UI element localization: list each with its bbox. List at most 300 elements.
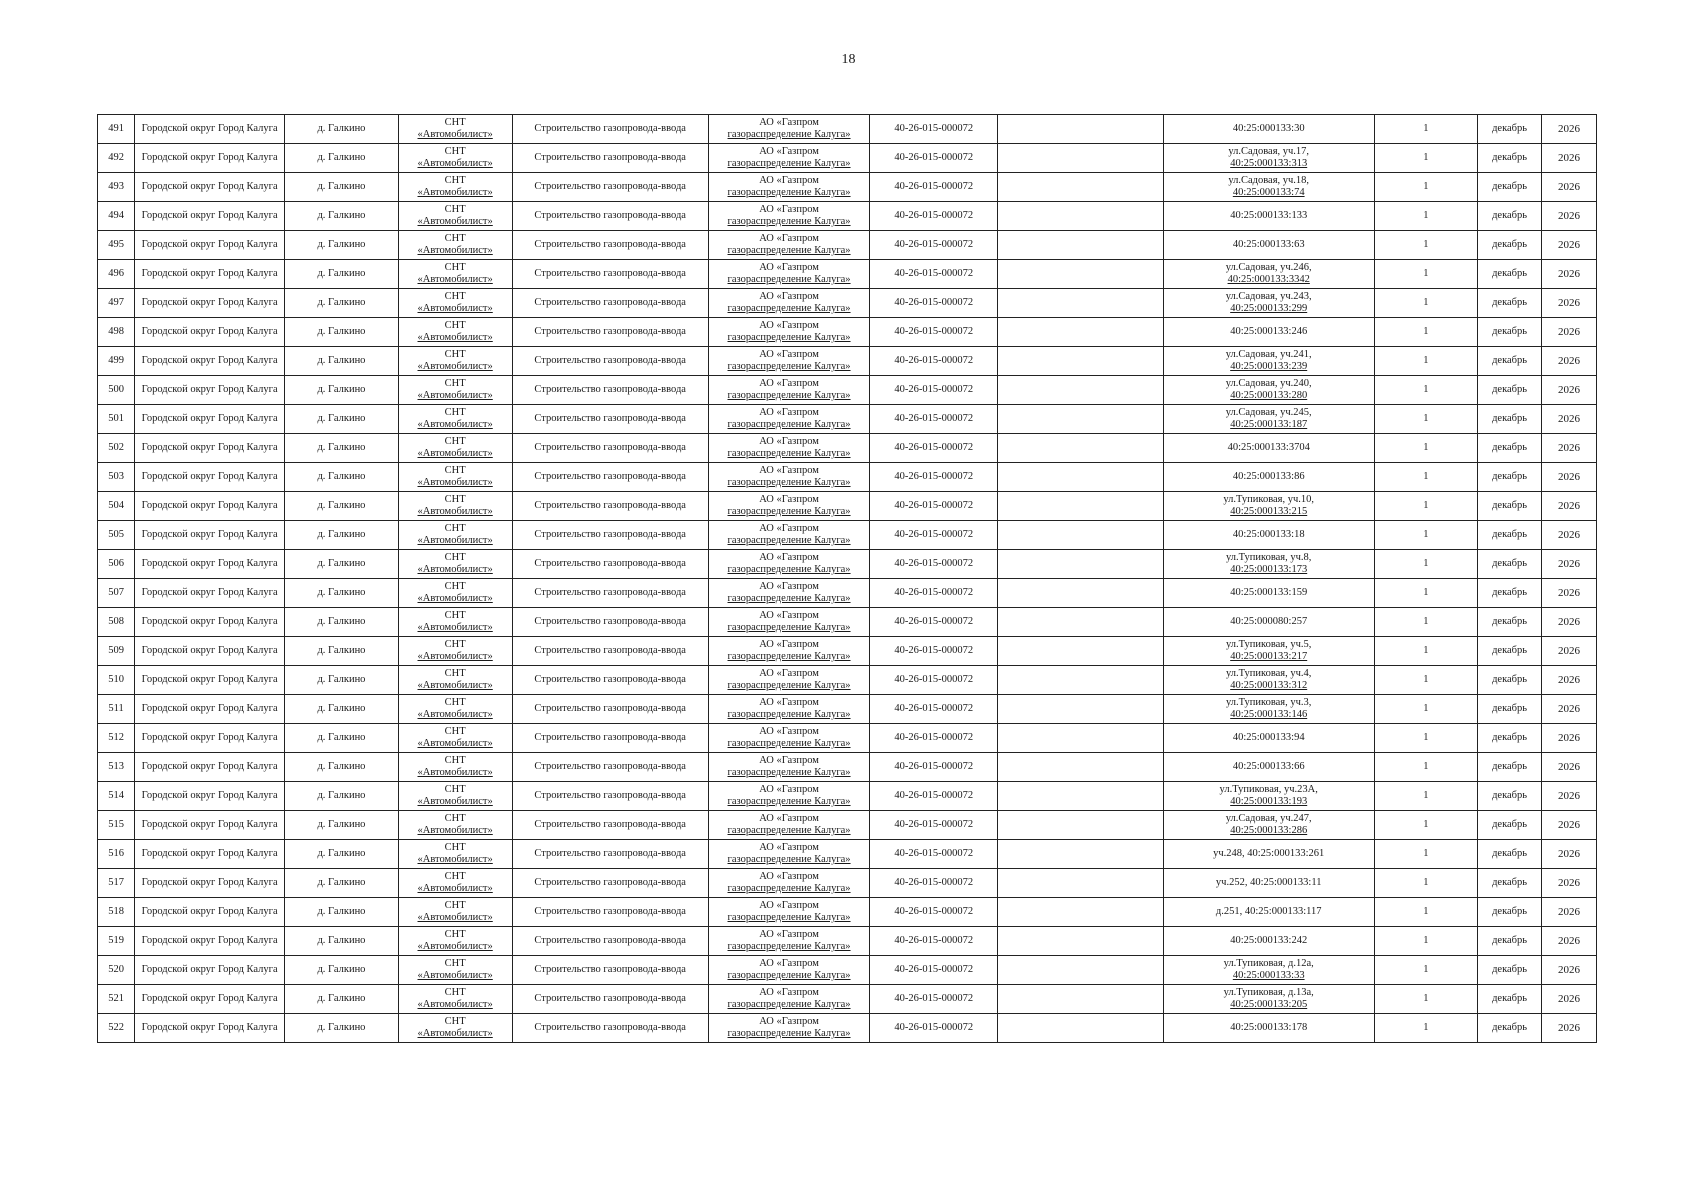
organization-cell — [708, 898, 869, 927]
program-code-cell — [870, 608, 998, 637]
quantity-value: 1 — [1423, 355, 1429, 366]
snt-label: СНТ — [444, 465, 466, 476]
village-name: д. Галкино — [317, 384, 366, 395]
snt-cell — [398, 405, 512, 434]
quantity-value: 1 — [1423, 703, 1429, 714]
work-cell — [512, 463, 708, 492]
district-cell — [135, 376, 285, 405]
year-cell — [1542, 811, 1597, 840]
row-number: 516 — [108, 848, 124, 859]
year-value: 2026 — [1558, 326, 1581, 338]
program-code-cell — [870, 666, 998, 695]
snt-label: СНТ — [444, 233, 466, 244]
organization-name-line1: АО «Газпром — [759, 784, 819, 795]
snt-label: СНТ — [444, 204, 466, 215]
work-description: Строительство газопровода-ввода — [534, 1022, 686, 1033]
district-name: Городской округ Город Калуга — [141, 558, 278, 569]
district-name: Городской округ Город Калуга — [141, 645, 278, 656]
organization-cell — [708, 811, 869, 840]
snt-label: СНТ — [444, 813, 466, 824]
village-name: д. Галкино — [317, 906, 366, 917]
district-name: Городской округ Город Калуга — [141, 1022, 278, 1033]
month-value: декабрь — [1492, 848, 1528, 859]
empty-cell — [998, 347, 1163, 376]
month-value: декабрь — [1492, 732, 1528, 743]
snt-label: СНТ — [444, 407, 466, 418]
year-cell — [1542, 376, 1597, 405]
quantity-cell — [1374, 202, 1477, 231]
month-value: декабрь — [1492, 964, 1528, 975]
year-value: 2026 — [1558, 993, 1581, 1005]
organization-name-line1: АО «Газпром — [759, 610, 819, 621]
quantity-cell — [1374, 753, 1477, 782]
empty-cell — [998, 318, 1163, 347]
empty-cell — [998, 289, 1163, 318]
organization-cell — [708, 376, 869, 405]
address-line: ул.Тупиковая, уч.3, — [1225, 697, 1312, 708]
work-cell — [512, 492, 708, 521]
year-value: 2026 — [1558, 790, 1581, 802]
cadastral-number: 40:25:000080:257 — [1230, 616, 1308, 627]
snt-label: СНТ — [444, 1016, 466, 1027]
program-code-cell — [870, 550, 998, 579]
village-cell — [285, 1014, 399, 1043]
quantity-cell — [1374, 405, 1477, 434]
snt-label: СНТ — [444, 291, 466, 302]
organization-name-line1: АО «Газпром — [759, 378, 819, 389]
district-name: Городской округ Город Калуга — [141, 413, 278, 424]
district-name: Городской округ Город Калуга — [141, 732, 278, 743]
organization-cell — [708, 782, 869, 811]
month-cell — [1478, 637, 1542, 666]
organization-name-line1: АО «Газпром — [759, 755, 819, 766]
snt-label: СНТ — [444, 320, 466, 331]
year-value: 2026 — [1558, 674, 1581, 686]
organization-name-line1: АО «Газпром — [759, 552, 819, 563]
year-cell — [1542, 463, 1597, 492]
village-cell — [285, 376, 399, 405]
snt-label: СНТ — [444, 349, 466, 360]
organization-name-line2: газораспределение Калуга» — [727, 912, 851, 923]
program-code: 40-26-015-000072 — [894, 210, 974, 221]
snt-name: «Автомобилист» — [417, 129, 493, 140]
organization-name-line1: АО «Газпром — [759, 175, 819, 186]
empty-cell — [998, 666, 1163, 695]
work-cell — [512, 1014, 708, 1043]
work-description: Строительство газопровода-ввода — [534, 732, 686, 743]
table-row — [98, 1014, 1597, 1043]
year-value: 2026 — [1558, 848, 1581, 860]
year-cell — [1542, 666, 1597, 695]
year-value: 2026 — [1558, 558, 1581, 570]
address-line: ул.Тупиковая, уч.4, — [1225, 668, 1312, 679]
village-cell — [285, 463, 399, 492]
snt-name: «Автомобилист» — [417, 535, 493, 546]
table-row — [98, 434, 1597, 463]
snt-name: «Автомобилист» — [417, 564, 493, 575]
program-code: 40-26-015-000072 — [894, 413, 974, 424]
table-row — [98, 347, 1597, 376]
snt-name: «Автомобилист» — [417, 883, 493, 894]
empty-cell — [998, 637, 1163, 666]
table-row — [98, 956, 1597, 985]
row-number: 496 — [108, 268, 124, 279]
empty-cell — [998, 724, 1163, 753]
quantity-value: 1 — [1423, 732, 1429, 743]
cadastral-number: уч.252, 40:25:000133:11 — [1215, 877, 1322, 888]
snt-cell — [398, 637, 512, 666]
row-number: 495 — [108, 239, 124, 250]
year-value: 2026 — [1558, 616, 1581, 628]
row-number: 508 — [108, 616, 124, 627]
district-name: Городской округ Город Калуга — [141, 442, 278, 453]
snt-cell — [398, 521, 512, 550]
month-value: декабрь — [1492, 355, 1528, 366]
work-description: Строительство газопровода-ввода — [534, 326, 686, 337]
month-cell — [1478, 956, 1542, 985]
snt-cell — [398, 202, 512, 231]
row-number-cell — [98, 231, 135, 260]
snt-label: СНТ — [444, 958, 466, 969]
month-value: декабрь — [1492, 790, 1528, 801]
quantity-cell — [1374, 144, 1477, 173]
table-row — [98, 492, 1597, 521]
table-row — [98, 840, 1597, 869]
program-code-cell — [870, 869, 998, 898]
address-cell — [1163, 637, 1374, 666]
village-name: д. Галкино — [317, 442, 366, 453]
snt-label: СНТ — [444, 929, 466, 940]
district-name: Городской округ Город Калуга — [141, 471, 278, 482]
quantity-cell — [1374, 521, 1477, 550]
snt-cell — [398, 144, 512, 173]
snt-name: «Автомобилист» — [417, 999, 493, 1010]
cadastral-number: 40:25:000133:94 — [1232, 732, 1305, 743]
organization-name-line1: АО «Газпром — [759, 900, 819, 911]
organization-name-line1: АО «Газпром — [759, 726, 819, 737]
snt-label: СНТ — [444, 523, 466, 534]
organization-name-line2: газораспределение Калуга» — [727, 941, 851, 952]
row-number-cell — [98, 637, 135, 666]
address-cell — [1163, 811, 1374, 840]
month-value: декабрь — [1492, 587, 1528, 598]
program-code: 40-26-015-000072 — [894, 558, 974, 569]
work-description: Строительство газопровода-ввода — [534, 384, 686, 395]
row-number-cell — [98, 1014, 135, 1043]
work-description: Строительство газопровода-ввода — [534, 703, 686, 714]
quantity-cell — [1374, 608, 1477, 637]
cadastral-number: 40:25:000133:187 — [1230, 419, 1308, 430]
program-code-cell — [870, 637, 998, 666]
address-cell — [1163, 753, 1374, 782]
organization-cell — [708, 318, 869, 347]
organization-name-line1: АО «Газпром — [759, 668, 819, 679]
month-value: декабрь — [1492, 819, 1528, 830]
snt-label: СНТ — [444, 146, 466, 157]
village-cell — [285, 318, 399, 347]
empty-cell — [998, 898, 1163, 927]
village-name: д. Галкино — [317, 210, 366, 221]
year-cell — [1542, 550, 1597, 579]
organization-name-line2: газораспределение Калуга» — [727, 419, 851, 430]
village-name: д. Галкино — [317, 964, 366, 975]
row-number: 511 — [108, 703, 124, 714]
organization-name-line2: газораспределение Калуга» — [727, 390, 851, 401]
snt-cell — [398, 869, 512, 898]
village-name: д. Галкино — [317, 877, 366, 888]
district-cell — [135, 1014, 285, 1043]
row-number-cell — [98, 608, 135, 637]
empty-cell — [998, 434, 1163, 463]
village-cell — [285, 695, 399, 724]
organization-cell — [708, 753, 869, 782]
year-value: 2026 — [1558, 935, 1581, 947]
district-name: Городской округ Город Калуга — [141, 384, 278, 395]
quantity-cell — [1374, 956, 1477, 985]
organization-cell — [708, 347, 869, 376]
year-value: 2026 — [1558, 152, 1581, 164]
snt-name: «Автомобилист» — [417, 390, 493, 401]
month-value: декабрь — [1492, 935, 1528, 946]
organization-name-line1: АО «Газпром — [759, 494, 819, 505]
district-name: Городской округ Город Калуга — [141, 123, 278, 134]
village-name: д. Галкино — [317, 413, 366, 424]
organization-cell — [708, 724, 869, 753]
table-row — [98, 608, 1597, 637]
quantity-cell — [1374, 318, 1477, 347]
village-name: д. Галкино — [317, 703, 366, 714]
program-code-cell — [870, 492, 998, 521]
organization-name-line1: АО «Газпром — [759, 958, 819, 969]
month-cell — [1478, 318, 1542, 347]
snt-label: СНТ — [444, 842, 466, 853]
month-value: декабрь — [1492, 239, 1528, 250]
quantity-value: 1 — [1423, 123, 1429, 134]
village-name: д. Галкино — [317, 732, 366, 743]
address-cell — [1163, 521, 1374, 550]
village-name: д. Галкино — [317, 616, 366, 627]
snt-name: «Автомобилист» — [417, 506, 493, 517]
year-cell — [1542, 260, 1597, 289]
month-cell — [1478, 666, 1542, 695]
quantity-value: 1 — [1423, 268, 1429, 279]
snt-label: СНТ — [444, 262, 466, 273]
table-row — [98, 318, 1597, 347]
table-row — [98, 521, 1597, 550]
month-value: декабрь — [1492, 529, 1528, 540]
district-name: Городской округ Город Калуга — [141, 964, 278, 975]
organization-name-line2: газораспределение Калуга» — [727, 158, 851, 169]
year-value: 2026 — [1558, 500, 1581, 512]
program-code: 40-26-015-000072 — [894, 355, 974, 366]
organization-cell — [708, 144, 869, 173]
address-line: ул.Тупиковая, д.13а, — [1223, 987, 1314, 998]
table-row — [98, 376, 1597, 405]
organization-name-line2: газораспределение Калуга» — [727, 129, 851, 140]
district-cell — [135, 666, 285, 695]
row-number: 493 — [108, 181, 124, 192]
empty-cell — [998, 927, 1163, 956]
address-cell — [1163, 492, 1374, 521]
work-description: Строительство газопровода-ввода — [534, 587, 686, 598]
district-name: Городской округ Город Калуга — [141, 674, 278, 685]
district-cell — [135, 782, 285, 811]
village-name: д. Галкино — [317, 181, 366, 192]
cadastral-number: 40:25:000133:30 — [1232, 123, 1305, 134]
row-number-cell — [98, 260, 135, 289]
empty-cell — [998, 376, 1163, 405]
quantity-cell — [1374, 115, 1477, 144]
cadastral-number: 40:25:000133:178 — [1230, 1022, 1308, 1033]
month-cell — [1478, 434, 1542, 463]
address-cell — [1163, 144, 1374, 173]
table-row — [98, 811, 1597, 840]
cadastral-number: 40:25:000133:173 — [1230, 564, 1308, 575]
organization-name-line1: АО «Газпром — [759, 436, 819, 447]
table-row — [98, 173, 1597, 202]
work-description: Строительство газопровода-ввода — [534, 645, 686, 656]
organization-cell — [708, 231, 869, 260]
program-code: 40-26-015-000072 — [894, 384, 974, 395]
month-cell — [1478, 173, 1542, 202]
district-name: Городской округ Город Калуга — [141, 703, 278, 714]
address-line: ул.Тупиковая, уч.23А, — [1219, 784, 1318, 795]
snt-label: СНТ — [444, 784, 466, 795]
work-description: Строительство газопровода-ввода — [534, 355, 686, 366]
snt-name: «Автомобилист» — [417, 738, 493, 749]
village-name: д. Галкино — [317, 645, 366, 656]
year-value: 2026 — [1558, 906, 1581, 918]
quantity-cell — [1374, 811, 1477, 840]
organization-cell — [708, 434, 869, 463]
program-code: 40-26-015-000072 — [894, 442, 974, 453]
quantity-value: 1 — [1423, 645, 1429, 656]
organization-name-line2: газораспределение Калуга» — [727, 970, 851, 981]
work-description: Строительство газопровода-ввода — [534, 442, 686, 453]
snt-cell — [398, 260, 512, 289]
village-cell — [285, 521, 399, 550]
organization-name-line2: газораспределение Калуга» — [727, 767, 851, 778]
year-cell — [1542, 115, 1597, 144]
program-code-cell — [870, 956, 998, 985]
year-value: 2026 — [1558, 123, 1581, 135]
empty-cell — [998, 492, 1163, 521]
month-cell — [1478, 753, 1542, 782]
snt-cell — [398, 927, 512, 956]
work-description: Строительство газопровода-ввода — [534, 123, 686, 134]
quantity-value: 1 — [1423, 906, 1429, 917]
row-number-cell — [98, 956, 135, 985]
cadastral-number: д.251, 40:25:000133:117 — [1215, 906, 1322, 917]
organization-name-line2: газораспределение Калуга» — [727, 216, 851, 227]
district-name: Городской округ Город Калуга — [141, 616, 278, 627]
empty-cell — [998, 231, 1163, 260]
district-name: Городской округ Город Калуга — [141, 239, 278, 250]
village-cell — [285, 927, 399, 956]
district-name: Городской округ Город Калуга — [141, 181, 278, 192]
work-cell — [512, 898, 708, 927]
district-cell — [135, 492, 285, 521]
row-number-cell — [98, 521, 135, 550]
empty-cell — [998, 405, 1163, 434]
snt-label: СНТ — [444, 494, 466, 505]
work-cell — [512, 144, 708, 173]
organization-name-line2: газораспределение Калуга» — [727, 303, 851, 314]
program-code-cell — [870, 927, 998, 956]
village-cell — [285, 173, 399, 202]
organization-cell — [708, 666, 869, 695]
quantity-cell — [1374, 985, 1477, 1014]
snt-label: СНТ — [444, 639, 466, 650]
district-cell — [135, 695, 285, 724]
organization-cell — [708, 695, 869, 724]
month-cell — [1478, 840, 1542, 869]
month-cell — [1478, 695, 1542, 724]
year-cell — [1542, 347, 1597, 376]
year-cell — [1542, 927, 1597, 956]
program-code-cell — [870, 376, 998, 405]
work-description: Строительство газопровода-ввода — [534, 790, 686, 801]
program-code: 40-26-015-000072 — [894, 529, 974, 540]
quantity-cell — [1374, 173, 1477, 202]
table-row — [98, 463, 1597, 492]
work-description: Строительство газопровода-ввода — [534, 500, 686, 511]
snt-name: «Автомобилист» — [417, 216, 493, 227]
snt-cell — [398, 463, 512, 492]
quantity-cell — [1374, 898, 1477, 927]
year-cell — [1542, 579, 1597, 608]
organization-name-line1: АО «Газпром — [759, 320, 819, 331]
month-cell — [1478, 347, 1542, 376]
month-cell — [1478, 1014, 1542, 1043]
work-description: Строительство газопровода-ввода — [534, 616, 686, 627]
program-code-cell — [870, 782, 998, 811]
row-number-cell — [98, 463, 135, 492]
quantity-cell — [1374, 231, 1477, 260]
work-description: Строительство газопровода-ввода — [534, 761, 686, 772]
address-cell — [1163, 898, 1374, 927]
program-code-cell — [870, 695, 998, 724]
year-value: 2026 — [1558, 413, 1581, 425]
work-description: Строительство газопровода-ввода — [534, 239, 686, 250]
district-cell — [135, 550, 285, 579]
cadastral-number: 40:25:000133:242 — [1230, 935, 1308, 946]
snt-cell — [398, 550, 512, 579]
row-number-cell — [98, 869, 135, 898]
program-code: 40-26-015-000072 — [894, 326, 974, 337]
table-row — [98, 869, 1597, 898]
program-code-cell — [870, 840, 998, 869]
work-description: Строительство газопровода-ввода — [534, 268, 686, 279]
village-name: д. Галкино — [317, 268, 366, 279]
program-code: 40-26-015-000072 — [894, 964, 974, 975]
work-cell — [512, 260, 708, 289]
year-value: 2026 — [1558, 587, 1581, 599]
row-number: 518 — [108, 906, 124, 917]
year-value: 2026 — [1558, 761, 1581, 773]
row-number: 498 — [108, 326, 124, 337]
village-name: д. Галкино — [317, 848, 366, 859]
quantity-cell — [1374, 869, 1477, 898]
snt-cell — [398, 318, 512, 347]
quantity-cell — [1374, 782, 1477, 811]
organization-name-line2: газораспределение Калуга» — [727, 245, 851, 256]
work-description: Строительство газопровода-ввода — [534, 964, 686, 975]
address-cell — [1163, 1014, 1374, 1043]
work-description: Строительство газопровода-ввода — [534, 413, 686, 424]
month-cell — [1478, 405, 1542, 434]
empty-cell — [998, 956, 1163, 985]
